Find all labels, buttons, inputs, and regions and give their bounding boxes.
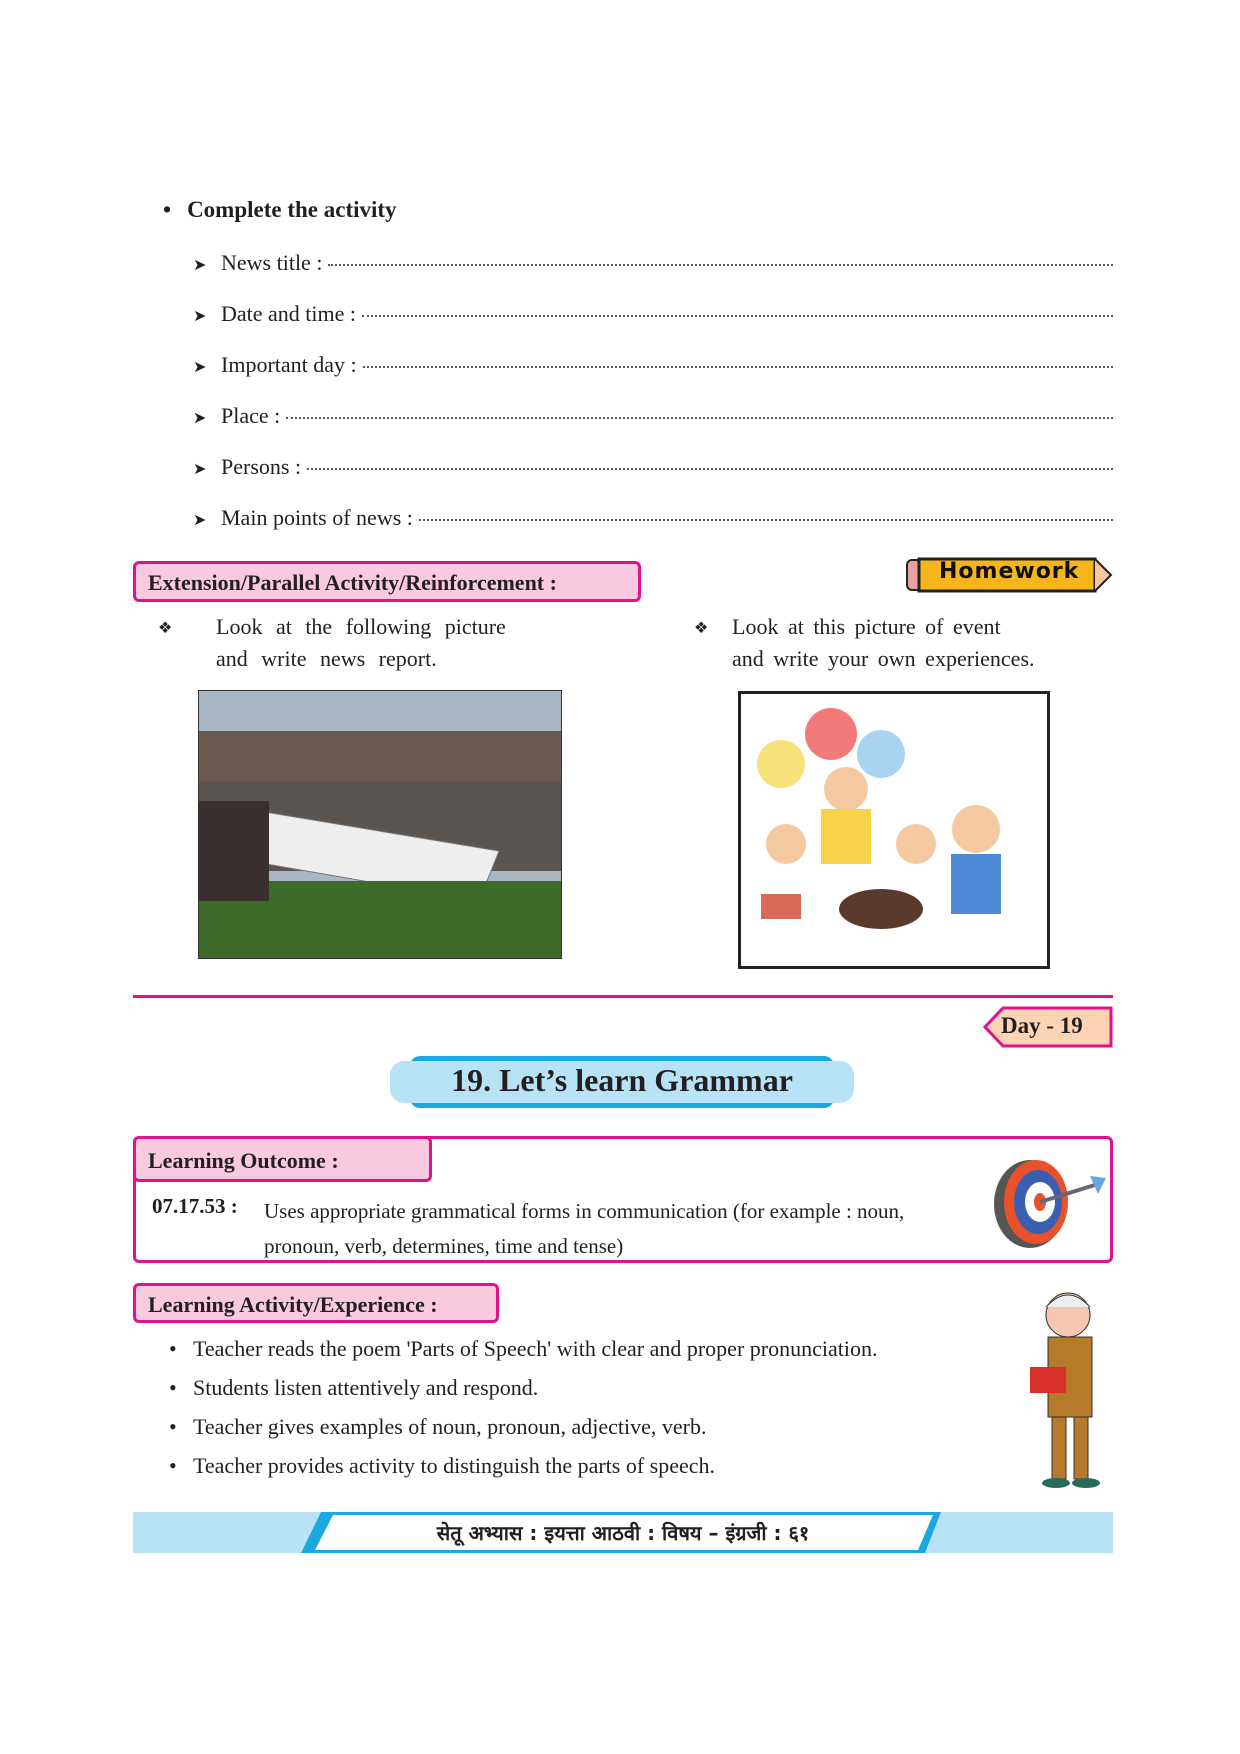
diamond-bullet-icon: ❖ — [158, 620, 173, 637]
section-divider — [133, 995, 1113, 998]
arrow-icon: ➤ — [193, 410, 207, 427]
learning-activity-header: Learning Activity/Experience : — [133, 1283, 499, 1323]
outcome-text: Uses appropriate grammatical forms in communication (for example : noun, pronoun, verb, determines, time and tense) — [264, 1199, 905, 1258]
arrow-icon: ➤ — [193, 461, 207, 478]
birthday-party-picture — [738, 691, 1050, 969]
extension-header: Extension/Parallel Activity/Reinforcement : — [133, 561, 641, 602]
field-date-time[interactable]: ➤ Date and time : — [193, 301, 1113, 327]
arrow-icon: ➤ — [193, 257, 207, 274]
extension-text: Look at the following picture and write news report. — [216, 614, 506, 671]
field-main-points[interactable]: ➤ Main points of news : — [193, 505, 1113, 531]
field-important-day[interactable]: ➤ Important day : — [193, 352, 1113, 378]
learning-outcome-header: Learning Outcome : — [133, 1136, 432, 1182]
diamond-bullet-icon: ❖ — [694, 620, 709, 637]
teacher-illustration — [1020, 1287, 1114, 1494]
activity-heading: • Complete the activity — [163, 197, 397, 222]
bus-accident-photo — [198, 690, 562, 959]
lesson-title: 19. Let’s learn Grammar — [451, 1062, 793, 1098]
field-place[interactable]: ➤ Place : — [193, 403, 1113, 429]
arrow-icon: ➤ — [193, 359, 207, 376]
footer-text: सेतू अभ्यास : इयत्ता आठवी : विषय – इंग्रजी : ६१ — [436, 1521, 810, 1545]
list-item: • Teacher gives examples of noun, pronoun, adjective, verb. — [169, 1414, 707, 1439]
arrow-icon: ➤ — [193, 512, 207, 529]
footer-band — [133, 1512, 1113, 1553]
list-item: • Teacher reads the poem 'Parts of Speech' with clear and proper pronunciation. — [169, 1336, 878, 1361]
arrow-icon: ➤ — [193, 308, 207, 325]
lesson-title-pill — [390, 1056, 854, 1108]
list-item: • Students listen attentively and respond. — [169, 1375, 539, 1400]
day-tag: Day - 19 — [983, 1006, 1113, 1048]
target-icon — [990, 1152, 1108, 1255]
field-news-title[interactable]: ➤ News title : — [193, 250, 1113, 276]
field-persons[interactable]: ➤ Persons : — [193, 454, 1113, 480]
outcome-code: 07.17.53 : — [152, 1194, 238, 1218]
list-item: • Teacher provides activity to distinguish the parts of speech. — [169, 1453, 716, 1478]
homework-text: Look at this picture of event and write your own experiences. — [732, 614, 1035, 671]
homework-badge: Homework — [905, 557, 1113, 593]
